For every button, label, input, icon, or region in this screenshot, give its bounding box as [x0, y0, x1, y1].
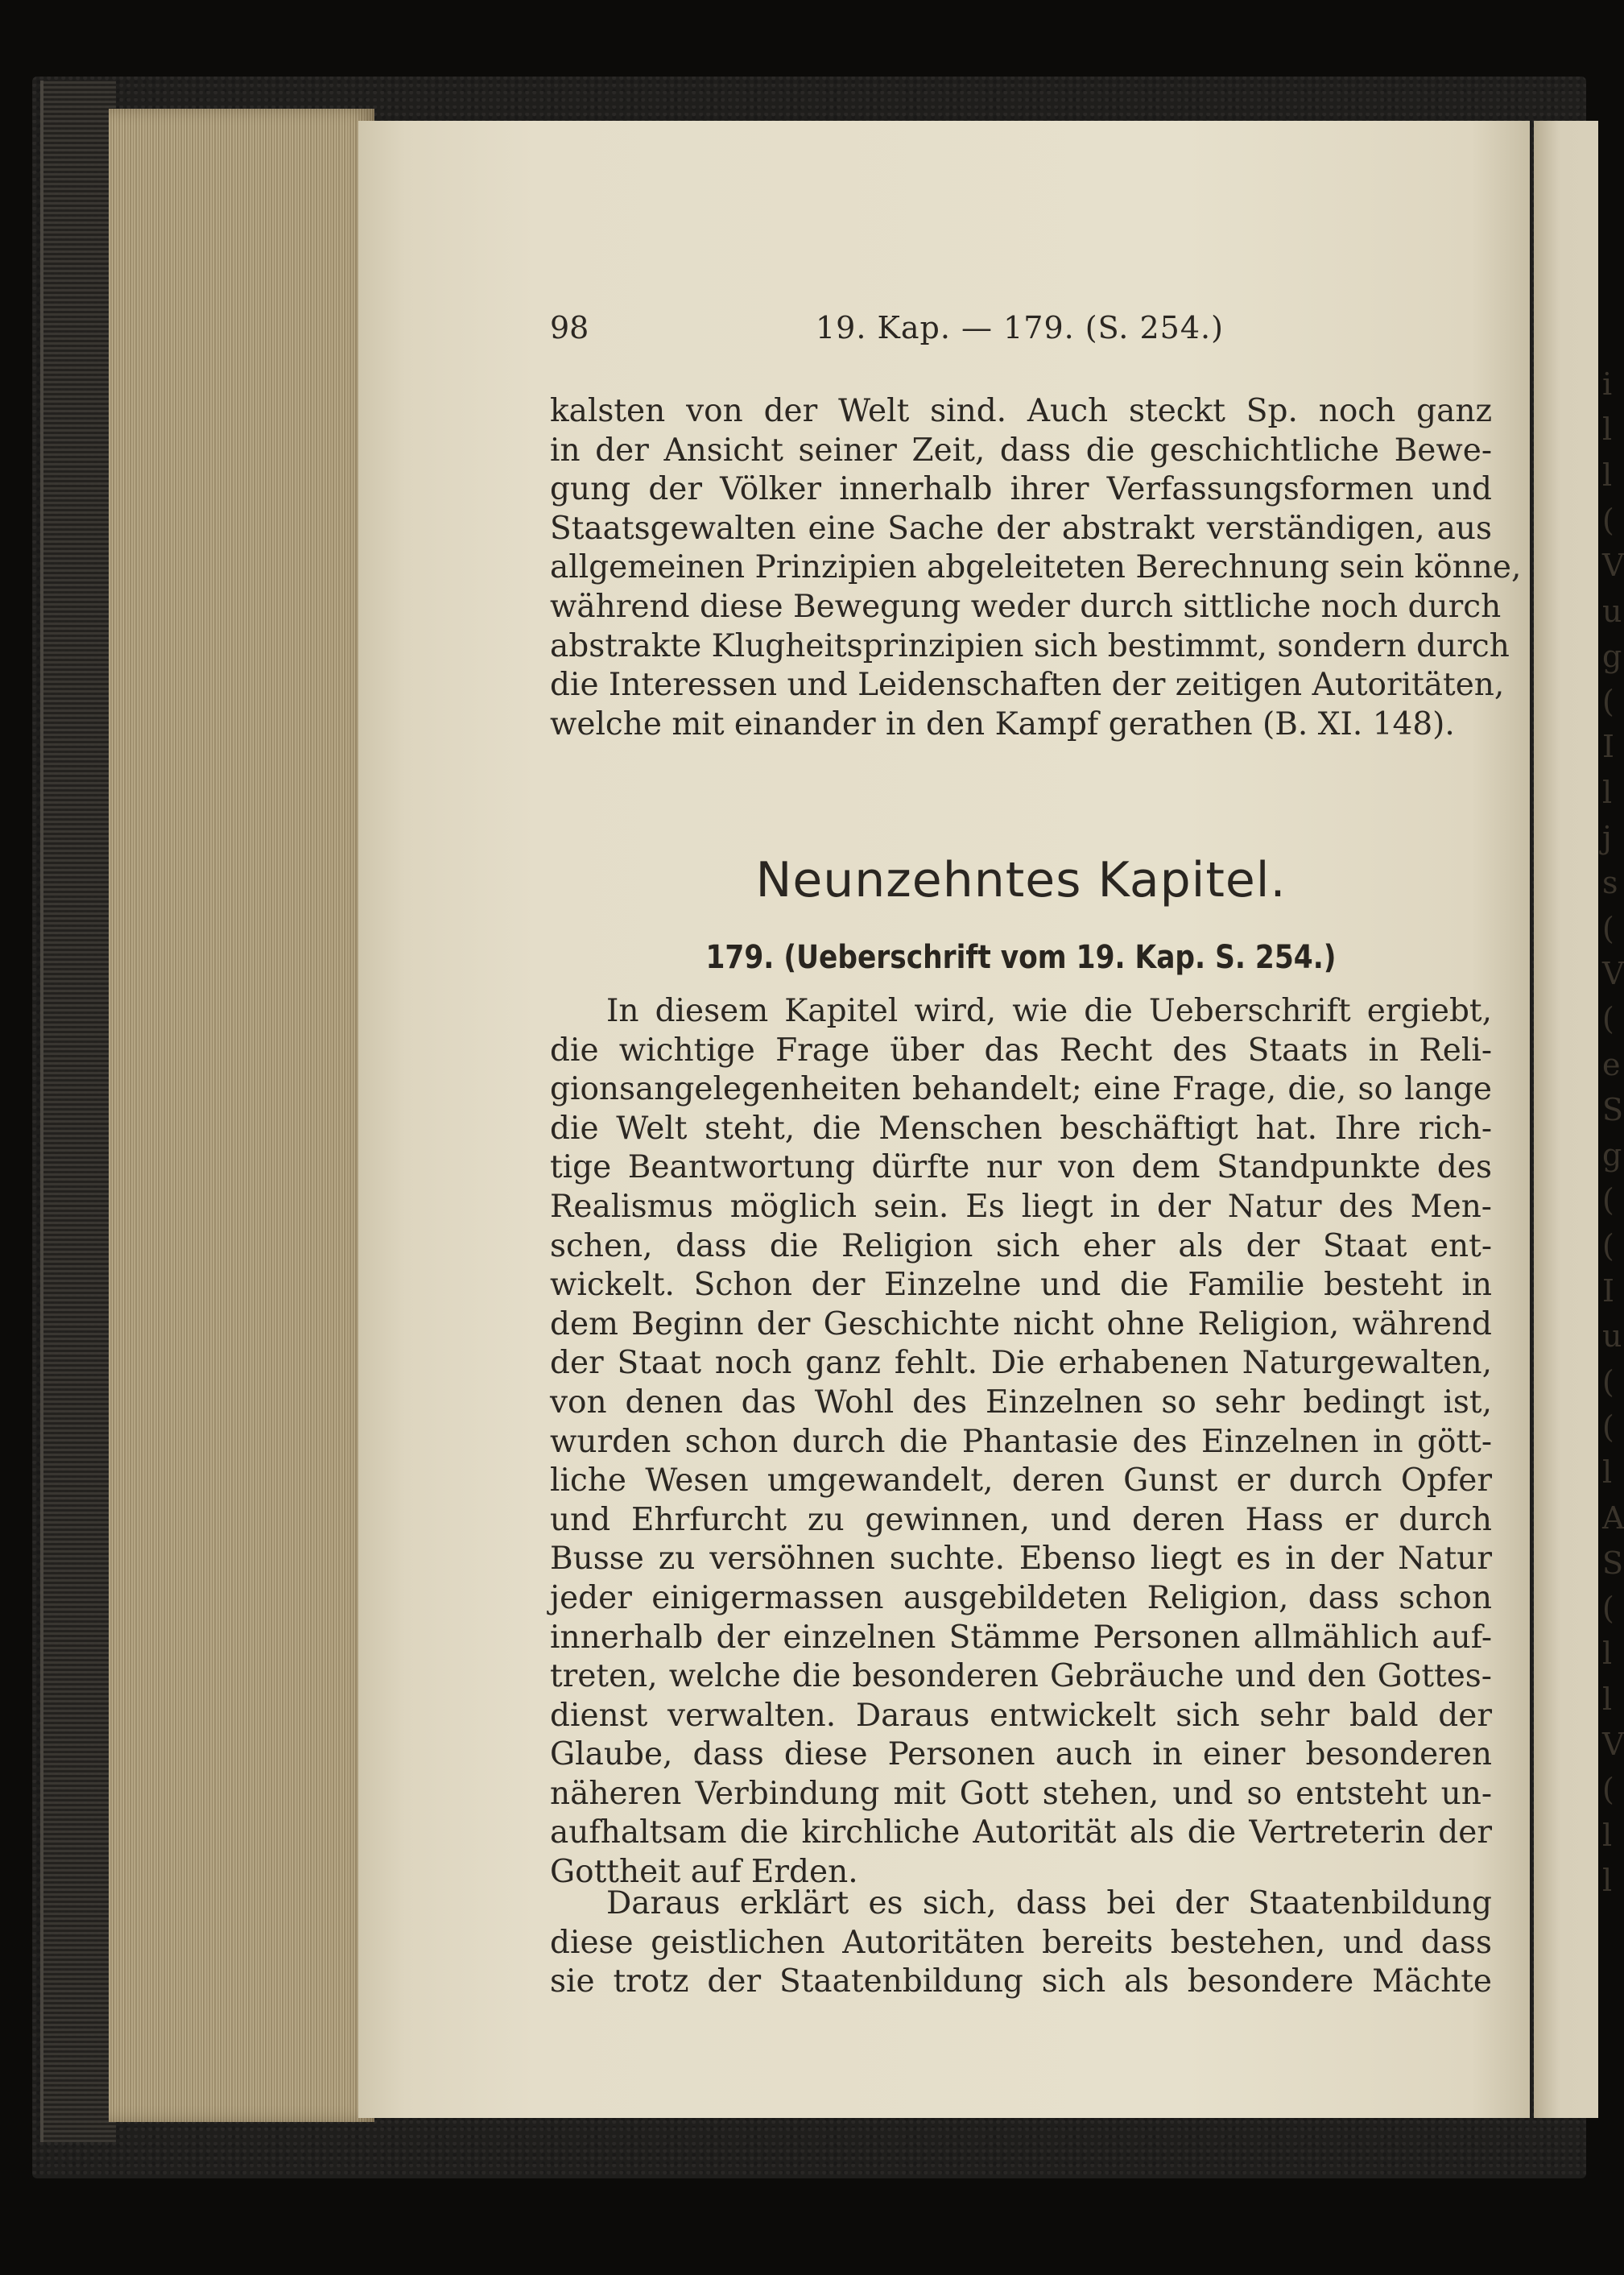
facing-page-letter: (: [1602, 502, 1614, 538]
text-line: die wichtige Frage über das Recht des Staats in Reli-: [550, 1032, 1492, 1069]
facing-page-letter: l: [1602, 1817, 1613, 1853]
text-line: gung der Völker innerhalb ihrer Verfassungsformen und: [550, 471, 1492, 508]
facing-page-letter: l: [1602, 1636, 1613, 1672]
facing-page-letter: (: [1602, 1001, 1614, 1037]
text-line: treten, welche die besonderen Gebräuche und den Gottes-: [550, 1658, 1492, 1695]
paragraph-2: [550, 1884, 1492, 2002]
facing-page-letter: I: [1602, 1273, 1615, 1309]
facing-page-letter: l: [1602, 774, 1613, 810]
facing-page-edge: [1534, 121, 1598, 2118]
facing-page-letter: l: [1602, 1862, 1613, 1898]
section-heading: 179. (Ueberschrift vom 19. Kap. S. 254.): [705, 939, 1337, 976]
text-line: wickelt. Schon der Einzelne und die Familie besteht in: [550, 1267, 1492, 1304]
facing-page-letter: u: [1602, 593, 1622, 629]
facing-page-letter: u: [1602, 1318, 1622, 1355]
text-line: In diesem Kapitel wird, wie die Ueberschrift ergiebt,: [606, 993, 1492, 1029]
text-line: die Interessen und Leidenschaften der zeitigen Autoritäten,: [550, 667, 1505, 704]
chapter-title: Neunzehntes Kapitel.: [755, 852, 1287, 908]
facing-page-letter: (: [1602, 1772, 1614, 1808]
text-line: Glaube, dass diese Personen auch in einer besonderen: [550, 1736, 1492, 1773]
facing-page-letter: e: [1602, 1046, 1621, 1082]
text-line: liche Wesen umgewandelt, deren Gunst er durch Opfer: [550, 1462, 1492, 1499]
text-line: der Staat noch ganz fehlt. Die erhabenen Naturgewalten,: [550, 1345, 1492, 1382]
facing-page-letter: V: [1602, 548, 1624, 584]
text-line: Daraus erklärt es sich, dass bei der Staatenbildung: [606, 1885, 1492, 1921]
text-line: allgemeinen Prinzipien abgeleiteten Berechnung sein könne,: [550, 549, 1522, 586]
text-line: gionsangelegenheiten behandelt; eine Frage, die, so lange: [550, 1071, 1492, 1108]
facing-page-letter: (: [1602, 910, 1614, 946]
opening-paragraph: [550, 392, 1522, 744]
facing-page-letter: l: [1602, 1454, 1613, 1491]
facing-page-letter: V: [1602, 1727, 1624, 1762]
text-line: tige Beantwortung dürfte nur von dem Standpunkte des: [550, 1149, 1492, 1186]
book-spine: [40, 81, 116, 2142]
facing-page-letter: (: [1602, 1182, 1614, 1218]
text-line: und Ehrfurcht zu gewinnen, und deren Hass er durch: [550, 1501, 1492, 1538]
running-heading: 19. Kap. — 179. (S. 254.): [816, 310, 1224, 345]
facing-page-letter: i: [1602, 366, 1613, 402]
text-line: jeder einigermassen ausgebildeten Religion, dass schon: [550, 1579, 1492, 1616]
text-line: kalsten von der Welt sind. Auch steckt Sp. noch ganz: [550, 393, 1492, 429]
facing-page-letter: A: [1602, 1499, 1624, 1536]
text-line: von denen das Wohl des Einzelnen so sehr bedingt ist,: [550, 1384, 1492, 1421]
running-head: [550, 310, 1492, 350]
text-line: wurden schon durch die Phantasie des Einzelnen in gött-: [550, 1423, 1492, 1460]
facing-page-letter: l: [1602, 457, 1613, 493]
facing-page-letter: (: [1602, 1227, 1614, 1264]
facing-page-letter: l: [1602, 412, 1613, 448]
facing-page-letter: S: [1602, 1091, 1624, 1127]
page-number: 98: [550, 310, 589, 345]
text-line: in der Ansicht seiner Zeit, dass die geschichtliche Bewe-: [550, 432, 1492, 469]
facing-page-letter: V: [1602, 955, 1624, 991]
text-line: dienst verwalten. Daraus entwickelt sich sehr bald der: [550, 1697, 1492, 1734]
facing-page-letter: s: [1602, 865, 1618, 901]
facing-page-letter: j: [1602, 820, 1612, 855]
facing-page-letter: g: [1602, 1137, 1622, 1173]
facing-page-letter: I: [1602, 729, 1615, 765]
paragraph-1: [550, 992, 1492, 1892]
text-line: welche mit einander in den Kampf gerathen (B. XI. 148).: [550, 705, 1455, 742]
text-line: innerhalb der einzelnen Stämme Personen allmählich auf-: [550, 1619, 1492, 1656]
facing-page-letter: (: [1602, 1408, 1614, 1445]
text-line: die Welt steht, die Menschen beschäftigt hat. Ihre rich-: [550, 1110, 1492, 1147]
text-line: näheren Verbindung mit Gott stehen, und so entsteht un-: [550, 1775, 1492, 1812]
text-line: abstrakte Klugheitsprinzipien sich bestimmt, sondern durch: [550, 627, 1510, 664]
text-line: Realismus möglich sein. Es liegt in der Natur des Men-: [550, 1188, 1492, 1225]
facing-page-letter: (: [1602, 1590, 1614, 1627]
text-line: Busse zu versöhnen suchte. Ebenso liegt es in der Natur: [550, 1541, 1492, 1578]
text-line: Staatsgewalten eine Sache der abstrakt verständigen, aus: [550, 510, 1492, 547]
facing-page-letter: (: [1602, 1363, 1614, 1400]
text-line: dem Beginn der Geschichte nicht ohne Religion, während: [550, 1305, 1492, 1342]
page-edges: [109, 109, 374, 2122]
text-line: aufhaltsam die kirchliche Autorität als die Vertreterin der: [550, 1814, 1492, 1851]
facing-page-letter: g: [1602, 638, 1622, 674]
text-line: schen, dass die Religion sich eher als der Staat ent-: [550, 1227, 1492, 1264]
facing-page-letter: l: [1602, 1681, 1613, 1717]
facing-page-letter: (: [1602, 684, 1614, 720]
text-line: sie trotz der Staatenbildung sich als besondere Mächte: [550, 1963, 1492, 2000]
text-line: während diese Bewegung weder durch sittliche noch durch: [550, 588, 1502, 625]
facing-page-letter: S: [1602, 1545, 1624, 1581]
text-line: diese geistlichen Autoritäten bereits bestehen, und dass: [550, 1924, 1492, 1961]
text-line: Gottheit auf Erden.: [550, 1854, 858, 1891]
